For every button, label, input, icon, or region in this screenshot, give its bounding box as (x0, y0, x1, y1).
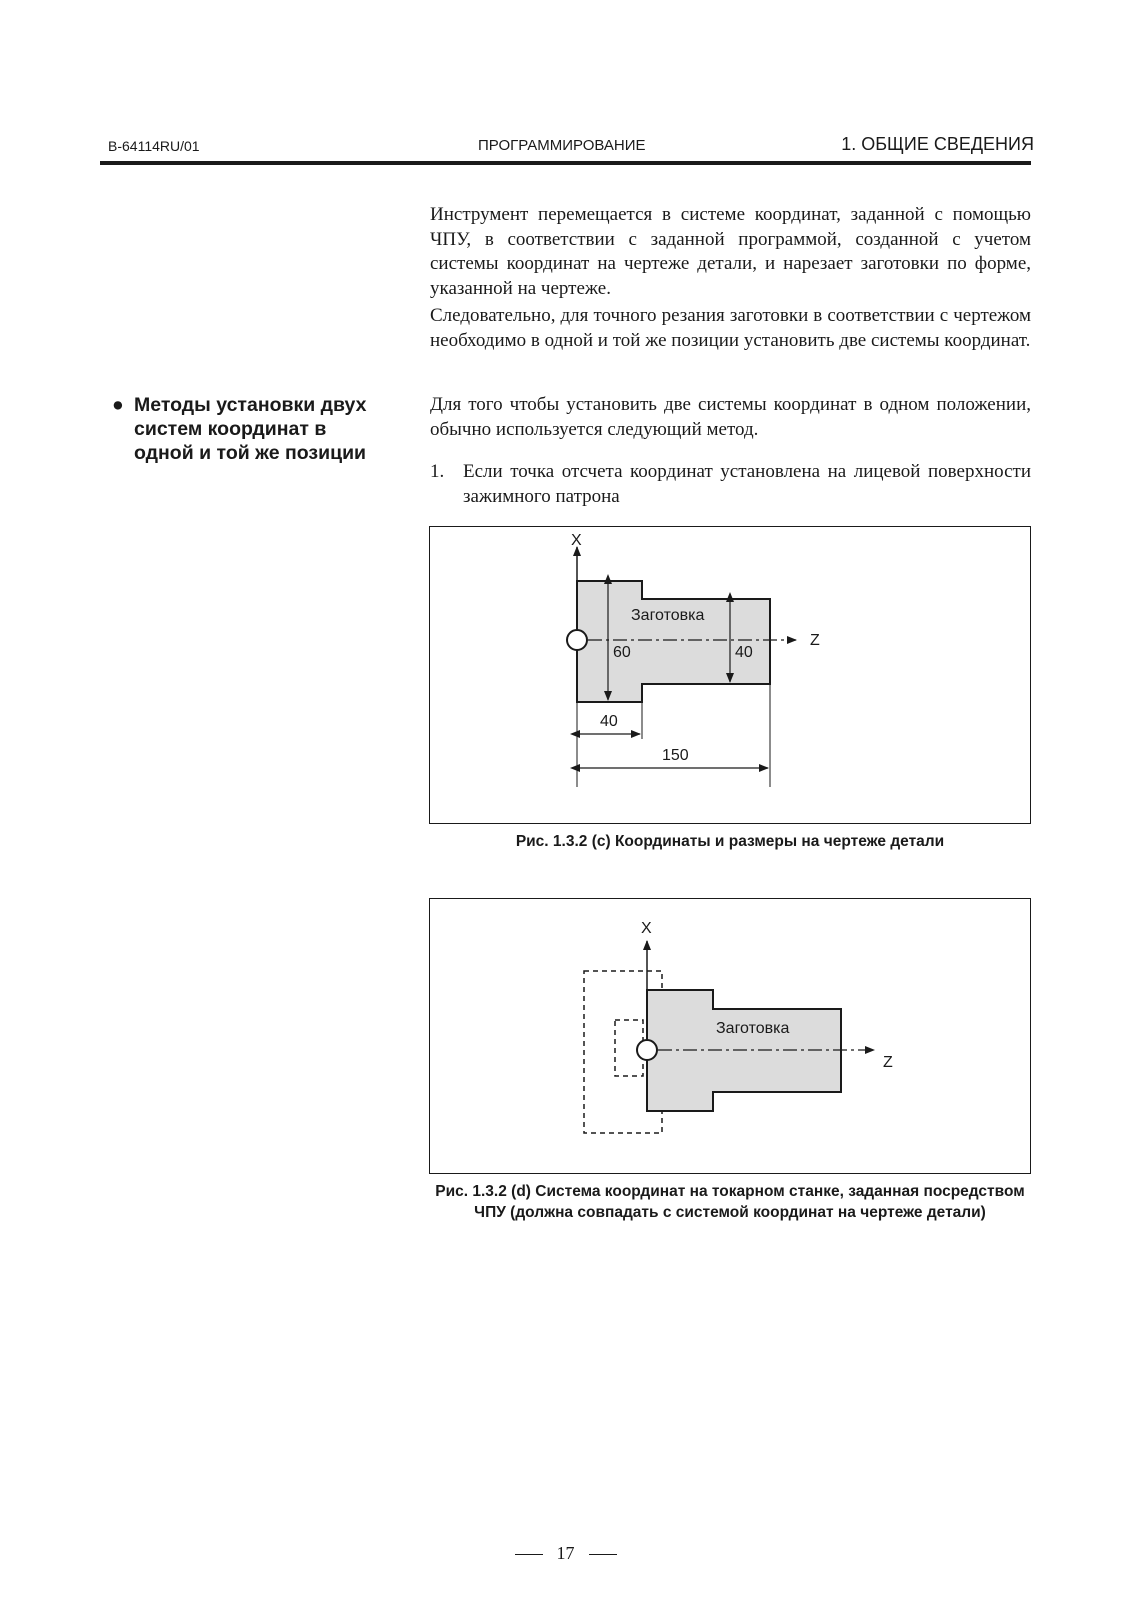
footer-dash-right (589, 1554, 617, 1555)
header-doc-id: B-64114RU/01 (108, 138, 200, 154)
side-heading-text: Методы установки двух систем координат в одной и той же позиции (134, 394, 367, 464)
page-footer (0, 1543, 1131, 1564)
figure-lathe-coordinates (429, 898, 1031, 1174)
body-paragraph-2: Следовательно, для точного резания заготовки в соответствии с чертежом необходимо в одной и той же позиции установить две системы координат. (430, 305, 1031, 351)
bullet-icon: ● (112, 394, 124, 416)
body-paragraph-3: Для того чтобы установить две системы координат в одном положении, обычно используется следующий метод. (430, 394, 1031, 440)
part-label: Заготовка (716, 1020, 790, 1037)
list-item-number: 1. (430, 461, 445, 482)
body-paragraph-1: Инструмент перемещается в системе координат, заданной с помощью ЧПУ, в соответствии с заданной программой, созданной с учетом системы координат на чертеже детали, и нарезает заготовки по форме, указанной на чертеже. (430, 204, 1031, 299)
header-chapter: 1. ОБЩИЕ СВЕДЕНИЯ (841, 134, 1034, 154)
figure-c-caption: Рис. 1.3.2 (c) Координаты и размеры на чертеже детали (515, 833, 945, 850)
list-item-text: Если точка отсчета координат установлена на лицевой поверхности зажимного патрона (463, 461, 1031, 507)
origin-icon (567, 630, 587, 650)
figure-c-drawing (430, 527, 1030, 823)
dim-label-150: 150 (662, 747, 689, 764)
dim-label-60: 60 (613, 644, 631, 661)
part-label: Заготовка (631, 607, 705, 624)
footer-dash-left (515, 1554, 543, 1555)
dim-label-40-len: 40 (600, 713, 618, 730)
z-axis-label: Z (883, 1054, 893, 1071)
header-rule (100, 161, 1031, 165)
origin-icon (637, 1040, 657, 1060)
dim-label-40-dia: 40 (735, 644, 753, 661)
x-axis-label: X (641, 920, 652, 937)
figure-d-drawing (430, 899, 1030, 1173)
figure-part-drawing (429, 526, 1031, 824)
x-axis-label: X (571, 532, 582, 549)
header-section: ПРОГРАММИРОВАНИЕ (478, 137, 646, 154)
figure-d-caption: Рис. 1.3.2 (d) Система координат на токарном станке, заданная посредством ЧПУ (должна совпадать с системой координат на чертеже детали) (435, 1183, 1025, 1221)
part-outline (577, 581, 770, 702)
z-axis-label: Z (810, 632, 820, 649)
page-number: 17 (556, 1543, 575, 1563)
